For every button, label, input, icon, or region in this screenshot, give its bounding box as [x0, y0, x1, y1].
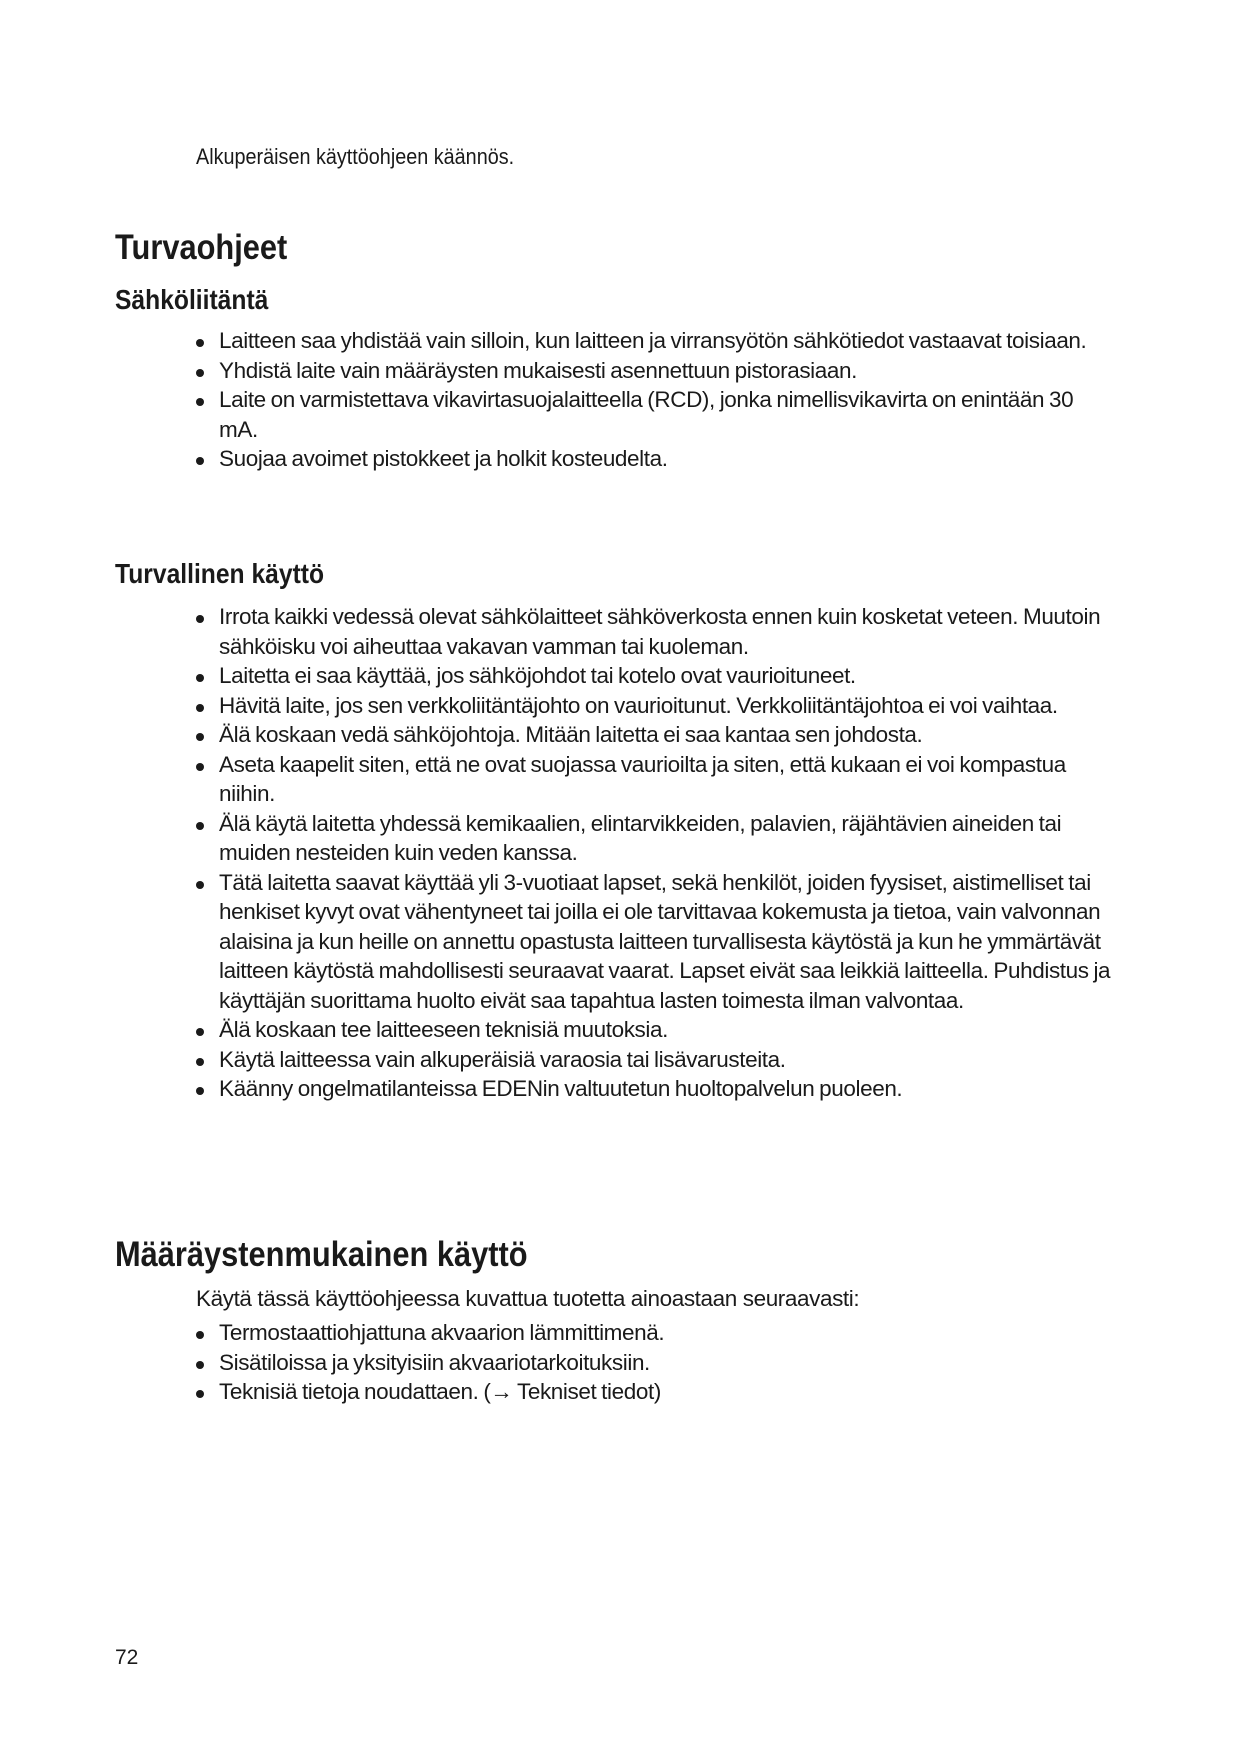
bullet-icon [196, 1087, 204, 1095]
safe-use-list [196, 602, 1114, 1104]
bullet-icon [196, 881, 204, 889]
page-number: 72 [115, 1646, 139, 1669]
bullet-icon [196, 457, 204, 465]
bullet-icon [196, 1058, 204, 1066]
bullet-icon [196, 674, 204, 682]
bullet-icon [196, 733, 204, 741]
bullet-icon [196, 704, 204, 712]
bullet-icon [196, 1390, 204, 1398]
list-item: Tätä laitetta saavat käyttää yli 3-vuotiaat lapset, sekä henkilöt, joiden fyysiset, aistimelliset tai henkiset kyvyt ovat vähentyneet tai joilla ei ole tarvittavaa kokemusta ja tietoa, vain valvonnan alaisina ja kun heille on annettu opastusta laitteen turvallisesta käytöstä ja kun he ymmärtävät laitteen käytöstä mahdollisesti seuraavat vaarat. Lapset eivät saa leikkiä laitteella. Puhdistus ja käyttäjän suorittama huolto eivät saa tapahtua lasten toimesta ilman valvontaa. [196, 868, 1114, 1016]
bullet-icon [196, 763, 204, 771]
list-item: Suojaa avoimet pistokkeet ja holkit kosteudelta. [196, 444, 1114, 474]
list-item: Laite on varmistettava vikavirtasuojalaitteella (RCD), jonka nimellisvikavirta on enintään 30 mA. [196, 385, 1114, 444]
bullet-icon [196, 822, 204, 830]
list-item: Hävitä laite, jos sen verkkoliitäntäjohto on vaurioitunut. Verkkoliitäntäjohtoa ei voi vaihtaa. [196, 691, 1114, 721]
list-item: Termostaattiohjattuna akvaarion lämmittimenä. [196, 1318, 1114, 1348]
list-item: Teknisiä tietoja noudattaen. (→ Tekniset tiedot) [196, 1377, 1114, 1407]
list-item: Sisätiloissa ja yksityisiin akvaariotarkoituksiin. [196, 1348, 1114, 1378]
list-item: Älä käytä laitetta yhdessä kemikaalien, elintarvikkeiden, palavien, räjähtävien aineiden tai muiden nesteiden kuin veden kanssa. [196, 809, 1114, 868]
list-item: Laitetta ei saa käyttää, jos sähköjohdot tai kotelo ovat vaurioituneet. [196, 661, 1114, 691]
list-item: Älä koskaan tee laitteeseen teknisiä muutoksia. [196, 1015, 1114, 1045]
list-item: Yhdistä laite vain määräysten mukaisesti asennettuun pistorasiaan. [196, 356, 1114, 386]
electrical-list [196, 326, 1114, 474]
list-item: Käänny ongelmatilanteissa EDENin valtuutetun huoltopalvelun puoleen. [196, 1074, 1114, 1104]
subsection-title-electrical: Sähköliitäntä [115, 284, 269, 315]
list-item: Irrota kaikki vedessä olevat sähkölaitteet sähköverkosta ennen kuin kosketat veteen. Muutoin sähköisku voi aiheuttaa vakavan vamman tai kuoleman. [196, 602, 1114, 661]
section-title-safety: Turvaohjeet [115, 228, 288, 267]
bullet-icon [196, 1361, 204, 1369]
list-item: Aseta kaapelit siten, että ne ovat suojassa vaurioilta ja siten, että kukaan ei voi kompastua niihin. [196, 750, 1114, 809]
section-title-intended-use: Määräystenmukainen käyttö [115, 1235, 528, 1274]
bullet-icon [196, 398, 204, 406]
list-item: Käytä laitteessa vain alkuperäisiä varaosia tai lisävarusteita. [196, 1045, 1114, 1075]
bullet-icon [196, 1331, 204, 1339]
subsection-title-safe-use: Turvallinen käyttö [115, 558, 325, 589]
bullet-icon [196, 1028, 204, 1036]
bullet-icon [196, 615, 204, 623]
intended-use-list [196, 1318, 1114, 1407]
intended-use-lead: Käytä tässä käyttöohjeessa kuvattua tuotetta ainoastaan seuraavasti: [196, 1286, 860, 1311]
list-item: Älä koskaan vedä sähköjohtoja. Mitään laitetta ei saa kantaa sen johdosta. [196, 720, 1114, 750]
intro-text: Alkuperäisen käyttöohjeen käännös. [196, 144, 515, 169]
bullet-icon [196, 339, 204, 347]
list-item: Laitteen saa yhdistää vain silloin, kun laitteen ja virransyötön sähkötiedot vastaavat toisiaan. [196, 326, 1114, 356]
bullet-icon [196, 369, 204, 377]
